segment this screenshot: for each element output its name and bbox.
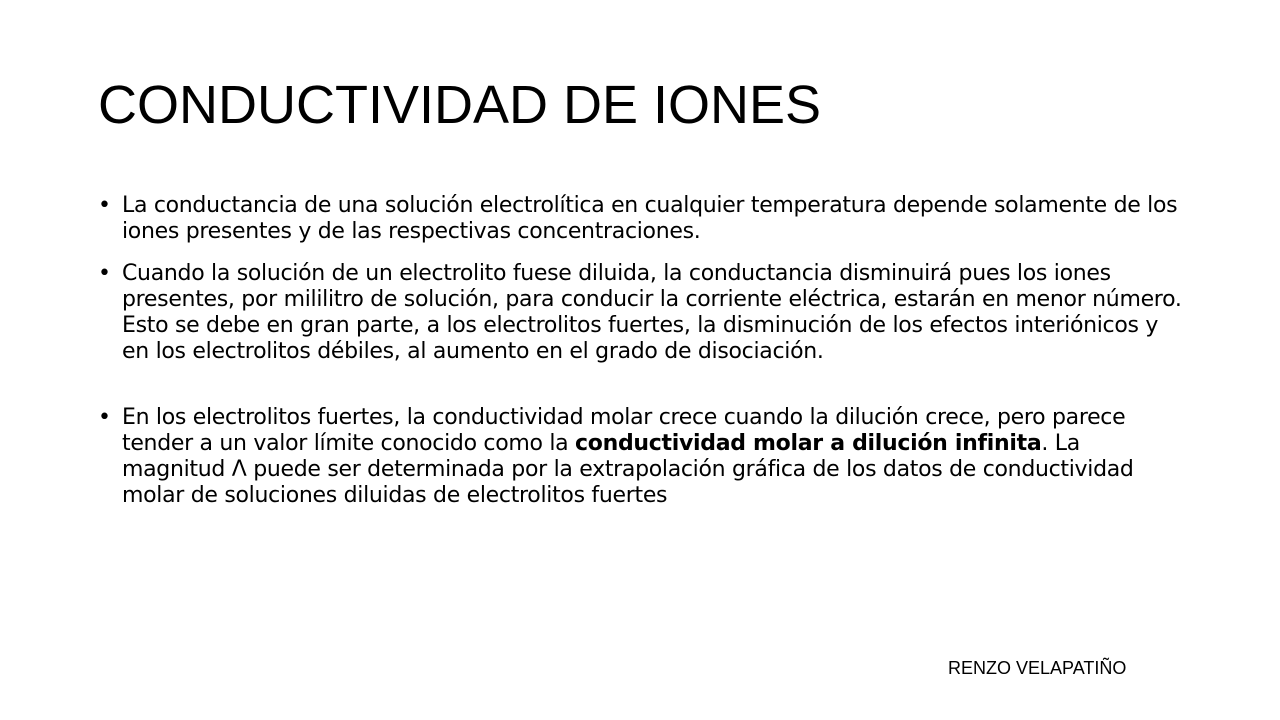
bullet-text-part: . La magnitud Λ puede ser determinada por la extrapolación gráfica de los datos de conductividad molar de soluciones diluidas de electrolitos fuertes [122, 431, 1134, 508]
bullet-item [98, 405, 1188, 509]
bullet-text: Cuando la solución de un electrolito fuese diluida, la conductancia disminuirá pues los iones presentes, por mililitro de solución, para conducir la corriente eléctrica, estarán en menor número. Esto se debe en gran parte, a los electrolitos fuertes, la disminución de los efectos interiónicos y en los electrolitos débiles, al aumento en el grado de disociación. [122, 261, 1182, 364]
bullet-dot-icon: • [98, 193, 111, 218]
bullet-item [98, 193, 1188, 245]
bullet-text-part: En los electrolitos fuertes, la conductividad molar crece cuando la dilución crece, pero parece tender a un valor límite conocido como la [122, 405, 1126, 456]
author-name: RENZO VELAPATIÑO [948, 658, 1127, 678]
bullet-text: La conductancia de una solución electrolítica en cualquier temperatura depende solamente de los iones presentes y de las respectivas concentraciones. [122, 193, 1178, 244]
bullet-dot-icon: • [98, 261, 111, 286]
bullet-item [98, 261, 1188, 365]
bullet-dot-icon: • [98, 405, 111, 430]
bullet-text-bold: conductividad molar a dilución infinita [575, 431, 1042, 456]
bullet-list [98, 193, 1188, 509]
slide-title: CONDUCTIVIDAD DE IONES [98, 75, 822, 135]
